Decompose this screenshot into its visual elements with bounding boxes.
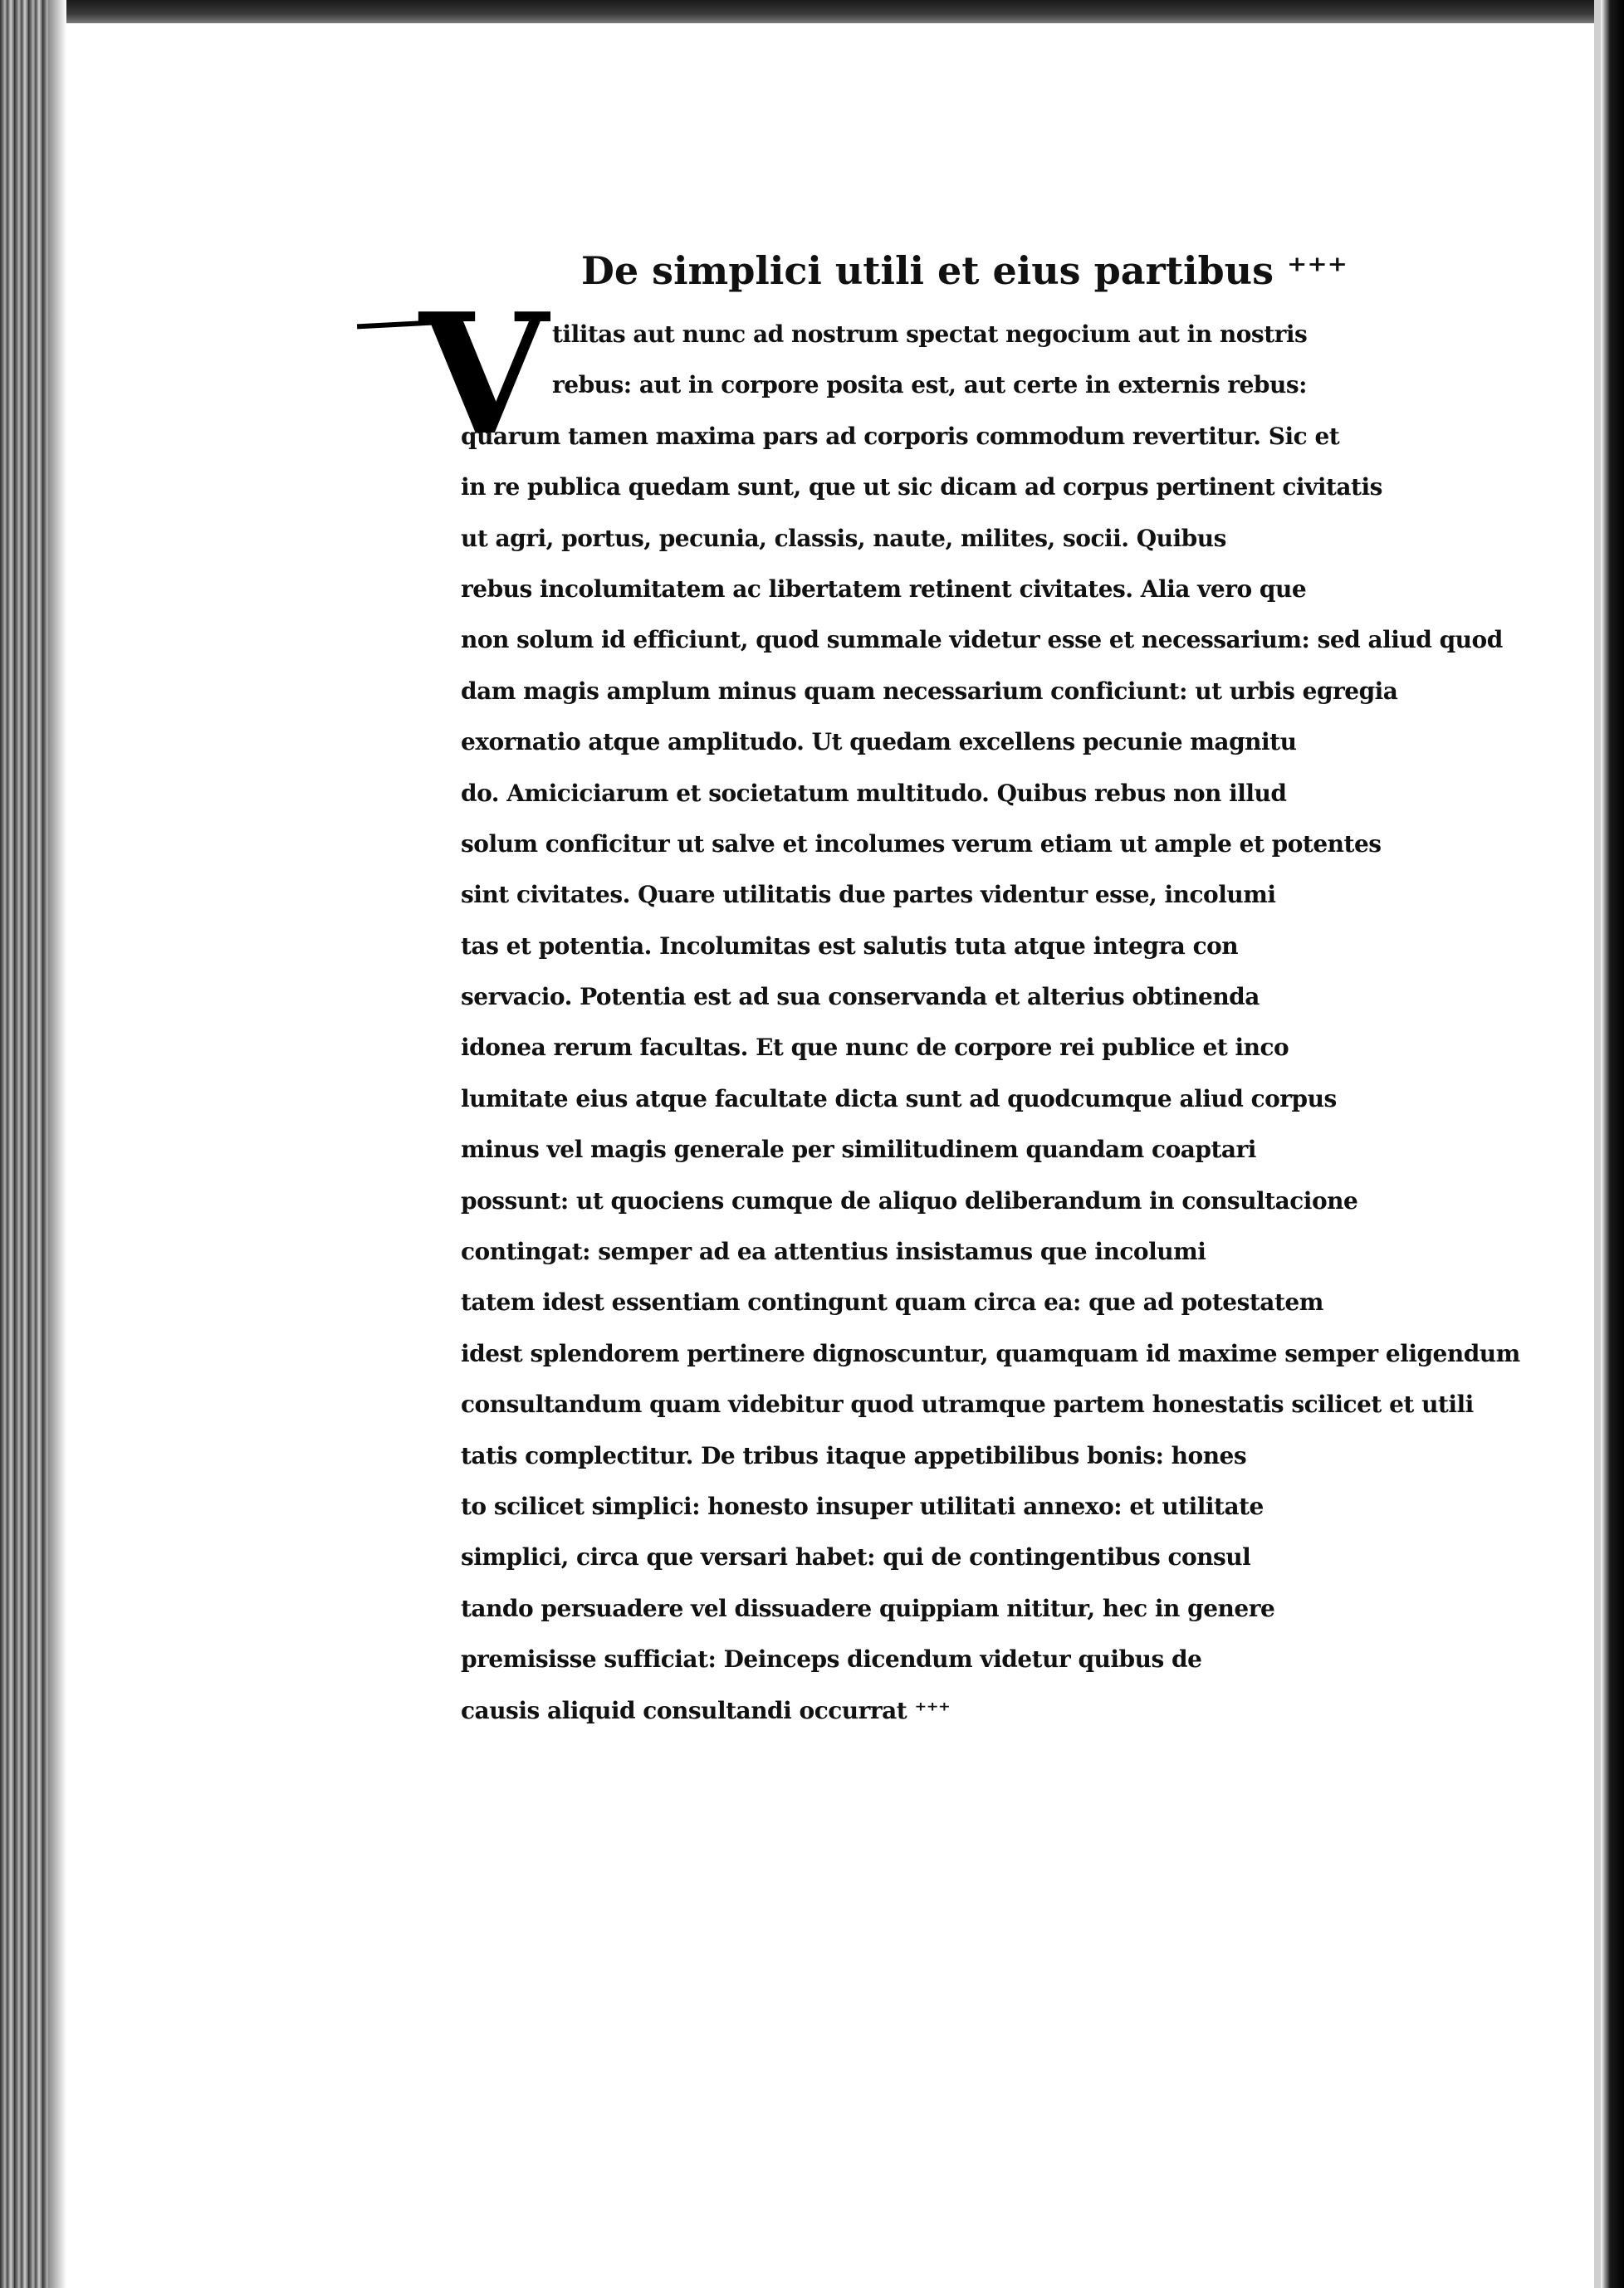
text-line: servacio. Potentia est ad sua conservanda et alterius obtinenda [461,983,1260,1011]
text-line: minus vel magis generale per similitudinem quandam coaptari [461,1136,1256,1164]
text-line: quarum tamen maxima pars ad corporis commodum revertitur. Sic et [461,422,1340,450]
text-line: in re publica quedam sunt, que ut sic dicam ad corpus pertinent civitatis [461,473,1382,501]
text-line: tatem idest essentiam contingunt quam circa ea: que ad potestatem [461,1288,1323,1317]
scan-right-edge [1601,0,1624,2288]
text-line: idest splendorem pertinere dignoscuntur, quamquam id maxime semper eligendum [461,1339,1520,1367]
scan-top-edge [0,0,1611,23]
text-line: non solum id efficiunt, quod summale videtur esse et necessarium: sed aliud quod [461,626,1503,654]
gutter-shadow [48,0,66,2288]
text-line: causis aliquid consultandi occurrat ⁺⁺⁺ [461,1696,951,1724]
text-line: premisisse sufficiat: Deinceps dicendum videtur quibus de [461,1645,1202,1674]
text-line: sint civitates. Quare utilitatis due partes videntur esse, incolumi [461,881,1276,909]
section-heading: De simplici utili et eius partibus ⁺⁺⁺ [581,248,1348,293]
text-line: possunt: ut quociens cumque de aliquo deliberandum in consultacione [461,1186,1358,1215]
decorated-initial: V [419,277,549,472]
text-line: exornatio atque amplitudo. Ut quedam excellens pecunie magnitu [461,728,1297,756]
text-line: rebus: aut in corpore posita est, aut certe in externis rebus: [552,371,1307,399]
text-line: consultandum quam videbitur quod utramque partem honestatis scilicet et utili [461,1391,1474,1419]
text-line: dam magis amplum minus quam necessarium conficiunt: ut urbis egregia [461,677,1398,705]
text-line: to scilicet simplici: honesto insuper utilitati annexo: et utilitate [461,1492,1264,1520]
text-line: lumitate eius atque facultate dicta sunt ad quodcumque aliud corpus [461,1084,1337,1112]
text-lines [461,309,1520,1736]
text-line: tando persuadere vel dissuadere quippiam nititur, hec in genere [461,1594,1275,1622]
page-fold [1594,0,1601,2288]
text-line: contingat: semper ad ea attentius insistamus que incolumi [461,1238,1206,1266]
text-line: tilitas aut nunc ad nostrum spectat negocium aut in nostris [552,320,1308,348]
text-line: idonea rerum facultas. Et que nunc de corpore rei publice et inco [461,1034,1289,1062]
text-line: do. Amiciciarum et societatum multitudo. Quibus rebus non illud [461,779,1287,807]
text-line: ut agri, portus, pecunia, classis, naute, milites, socii. Quibus [461,524,1226,552]
text-line: simplici, circa que versari habet: qui de contingentibus consul [461,1543,1251,1572]
text-line: rebus incolumitatem ac libertatem retinent civitates. Alia vero que [461,574,1307,603]
margin-mark [2,961,18,973]
book-spine-edge [0,0,48,2288]
text-line: tatis complectitur. De tribus itaque appetibilibus bonis: hones [461,1441,1247,1469]
text-line: solum conficitur ut salve et incolumes verum etiam ut ample et potentes [461,829,1382,858]
text-line: tas et potentia. Incolumitas est salutis tuta atque integra con [461,931,1239,960]
